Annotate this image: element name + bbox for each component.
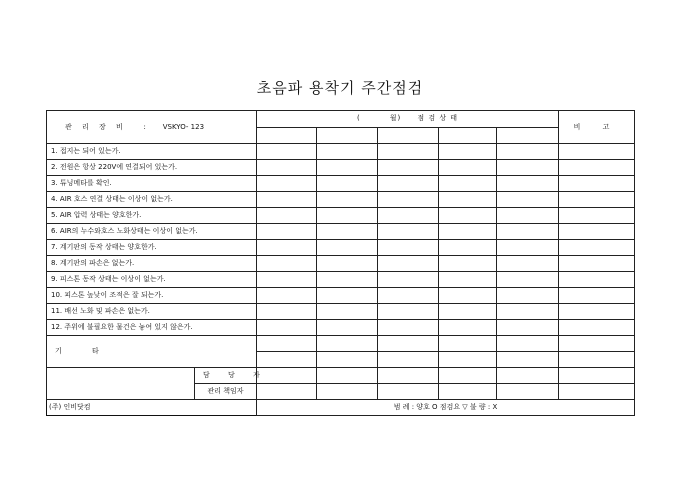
check-item-label: 11. 배선 노화 및 파손은 없는가. bbox=[47, 304, 257, 320]
check-cell[interactable] bbox=[257, 256, 317, 272]
check-cell[interactable] bbox=[439, 304, 497, 320]
table-row bbox=[47, 160, 635, 176]
check-cell[interactable] bbox=[317, 176, 378, 192]
remarks-cell[interactable] bbox=[559, 256, 635, 272]
other-label: 기 타 bbox=[47, 336, 257, 368]
table-row bbox=[47, 144, 635, 160]
check-cell[interactable] bbox=[257, 160, 317, 176]
other-cell[interactable] bbox=[257, 336, 317, 352]
sign-cell[interactable] bbox=[317, 384, 378, 400]
check-cell[interactable] bbox=[439, 256, 497, 272]
supervisor-label: 관리 책임자 bbox=[195, 384, 257, 400]
check-cell[interactable] bbox=[257, 272, 317, 288]
other-cell[interactable] bbox=[317, 336, 378, 352]
check-item-label: 1. 접지는 되어 있는가. bbox=[47, 144, 257, 160]
check-cell[interactable] bbox=[497, 320, 559, 336]
check-cell[interactable] bbox=[439, 272, 497, 288]
check-cell[interactable] bbox=[497, 192, 559, 208]
remarks-cell[interactable] bbox=[559, 192, 635, 208]
remarks-cell[interactable] bbox=[559, 304, 635, 320]
other-cell[interactable] bbox=[439, 336, 497, 352]
sign-remarks-cell[interactable] bbox=[559, 384, 635, 400]
company-name: (주) 인비닷컴 bbox=[49, 403, 91, 411]
other-cell[interactable] bbox=[497, 352, 559, 368]
check-cell[interactable] bbox=[378, 320, 439, 336]
check-item-label: 6. AIR의 누수와호스 노화상태는 이상이 없는가. bbox=[47, 224, 257, 240]
check-cell[interactable] bbox=[317, 272, 378, 288]
sign-remarks-cell[interactable] bbox=[559, 368, 635, 384]
period-month: 월) bbox=[389, 114, 402, 123]
check-cell[interactable] bbox=[497, 224, 559, 240]
check-item-label: 9. 피스톤 동작 상태는 이상이 없는가. bbox=[47, 272, 257, 288]
other-remarks-cell[interactable] bbox=[559, 352, 635, 368]
check-item-label: 8. 계기판의 파손은 없는가. bbox=[47, 256, 257, 272]
check-cell[interactable] bbox=[257, 288, 317, 304]
check-cell[interactable] bbox=[439, 192, 497, 208]
day-cell[interactable] bbox=[497, 127, 559, 144]
table-row bbox=[47, 256, 635, 272]
sign-blank bbox=[47, 368, 195, 400]
sign-cell[interactable] bbox=[317, 368, 378, 384]
check-item-label: 7. 계기판의 동작 상태는 양호한가. bbox=[47, 240, 257, 256]
footer-row bbox=[47, 400, 635, 416]
check-cell[interactable] bbox=[378, 192, 439, 208]
equipment-label: 관 리 장 비 bbox=[65, 122, 127, 131]
check-cell[interactable] bbox=[497, 176, 559, 192]
inspection-table bbox=[46, 110, 635, 416]
legend: 범 례 : 양호 O 점검요 ▽ 불 량 : X bbox=[257, 400, 635, 416]
remarks-cell[interactable] bbox=[559, 144, 635, 160]
table-row bbox=[47, 176, 635, 192]
table-row bbox=[47, 288, 635, 304]
check-cell[interactable] bbox=[378, 256, 439, 272]
equipment-cell bbox=[47, 111, 257, 144]
check-cell[interactable] bbox=[317, 304, 378, 320]
table-row bbox=[47, 240, 635, 256]
check-item-label: 4. AIR 호스 연결 상태는 이상이 없는가. bbox=[47, 192, 257, 208]
check-cell[interactable] bbox=[257, 320, 317, 336]
other-cell[interactable] bbox=[378, 352, 439, 368]
check-cell[interactable] bbox=[378, 144, 439, 160]
check-cell[interactable] bbox=[378, 160, 439, 176]
day-cell[interactable] bbox=[439, 127, 497, 144]
check-cell[interactable] bbox=[378, 304, 439, 320]
check-cell[interactable] bbox=[439, 144, 497, 160]
check-cell[interactable] bbox=[257, 144, 317, 160]
check-cell[interactable] bbox=[439, 288, 497, 304]
check-item-label: 10. 피스톤 높낮이 조적은 잘 되는가. bbox=[47, 288, 257, 304]
remarks-cell[interactable] bbox=[559, 288, 635, 304]
remarks-cell[interactable] bbox=[559, 160, 635, 176]
check-cell[interactable] bbox=[317, 208, 378, 224]
sign-cell[interactable] bbox=[439, 384, 497, 400]
check-cell[interactable] bbox=[317, 240, 378, 256]
table-row bbox=[47, 304, 635, 320]
check-item-label: 12. 주위에 불필요한 물건은 놓여 있지 않은가. bbox=[47, 320, 257, 336]
remarks-cell[interactable] bbox=[559, 224, 635, 240]
check-cell[interactable] bbox=[317, 288, 378, 304]
table-row bbox=[47, 192, 635, 208]
other-cell[interactable] bbox=[257, 352, 317, 368]
remarks-cell[interactable] bbox=[559, 320, 635, 336]
sign-cell[interactable] bbox=[439, 368, 497, 384]
other-remarks-cell[interactable] bbox=[559, 336, 635, 352]
check-cell[interactable] bbox=[497, 304, 559, 320]
check-item-label: 3. 튜닝메타를 확인. bbox=[47, 176, 257, 192]
check-cell[interactable] bbox=[317, 224, 378, 240]
check-cell[interactable] bbox=[439, 176, 497, 192]
check-cell[interactable] bbox=[257, 176, 317, 192]
other-cell[interactable] bbox=[317, 352, 378, 368]
day-cell[interactable] bbox=[317, 127, 378, 144]
check-cell[interactable] bbox=[439, 240, 497, 256]
remarks-cell[interactable] bbox=[559, 240, 635, 256]
manager-label-text: 담 당 자 bbox=[203, 371, 268, 379]
check-cell[interactable] bbox=[317, 320, 378, 336]
table-row bbox=[47, 224, 635, 240]
check-cell[interactable] bbox=[257, 240, 317, 256]
check-cell[interactable] bbox=[497, 144, 559, 160]
sign-cell[interactable] bbox=[497, 368, 559, 384]
check-item-label: 5. AIR 압력 상태는 양호한가. bbox=[47, 208, 257, 224]
check-cell[interactable] bbox=[257, 208, 317, 224]
check-cell[interactable] bbox=[257, 304, 317, 320]
remarks-header: 비 고 bbox=[559, 111, 635, 144]
check-cell[interactable] bbox=[497, 288, 559, 304]
check-cell[interactable] bbox=[497, 160, 559, 176]
check-cell[interactable] bbox=[497, 256, 559, 272]
check-cell[interactable] bbox=[257, 192, 317, 208]
sign-cell[interactable] bbox=[378, 384, 439, 400]
sign-cell[interactable] bbox=[497, 384, 559, 400]
table-row bbox=[47, 272, 635, 288]
check-cell[interactable] bbox=[317, 256, 378, 272]
header-row-top bbox=[47, 111, 635, 128]
check-cell[interactable] bbox=[378, 176, 439, 192]
check-cell[interactable] bbox=[439, 208, 497, 224]
check-cell[interactable] bbox=[257, 224, 317, 240]
other-cell[interactable] bbox=[497, 336, 559, 352]
other-row bbox=[47, 336, 635, 352]
check-cell[interactable] bbox=[439, 224, 497, 240]
manager-label bbox=[195, 368, 268, 384]
check-cell[interactable] bbox=[378, 272, 439, 288]
sign-cell[interactable] bbox=[378, 368, 439, 384]
sign-cell[interactable] bbox=[257, 384, 317, 400]
other-cell[interactable] bbox=[439, 352, 497, 368]
check-cell[interactable] bbox=[378, 208, 439, 224]
check-cell[interactable] bbox=[317, 144, 378, 160]
period-status: 점 검 상 태 bbox=[417, 114, 459, 123]
table-row bbox=[47, 208, 635, 224]
check-cell[interactable] bbox=[497, 240, 559, 256]
equipment-code: VSKYO- 123 bbox=[162, 122, 205, 131]
table-row bbox=[47, 320, 635, 336]
check-cell[interactable] bbox=[317, 192, 378, 208]
check-cell[interactable] bbox=[439, 320, 497, 336]
remarks-cell[interactable] bbox=[559, 176, 635, 192]
period-open: ( bbox=[356, 114, 361, 123]
period-header bbox=[257, 111, 559, 128]
check-cell[interactable] bbox=[497, 208, 559, 224]
check-cell[interactable] bbox=[378, 288, 439, 304]
sign-row-manager bbox=[47, 368, 635, 384]
check-cell[interactable] bbox=[378, 240, 439, 256]
check-item-label: 2. 전원은 항상 220V에 연결되어 있는가. bbox=[47, 160, 257, 176]
check-cell[interactable] bbox=[439, 160, 497, 176]
check-cell[interactable] bbox=[378, 224, 439, 240]
other-cell[interactable] bbox=[378, 336, 439, 352]
day-cell[interactable] bbox=[378, 127, 439, 144]
check-cell[interactable] bbox=[317, 160, 378, 176]
remarks-cell[interactable] bbox=[559, 272, 635, 288]
remarks-cell[interactable] bbox=[559, 208, 635, 224]
day-cell[interactable] bbox=[257, 127, 317, 144]
check-cell[interactable] bbox=[497, 272, 559, 288]
document-title: 초음파 용착기 주간점검 bbox=[256, 79, 424, 97]
equipment-colon: : bbox=[143, 122, 146, 131]
